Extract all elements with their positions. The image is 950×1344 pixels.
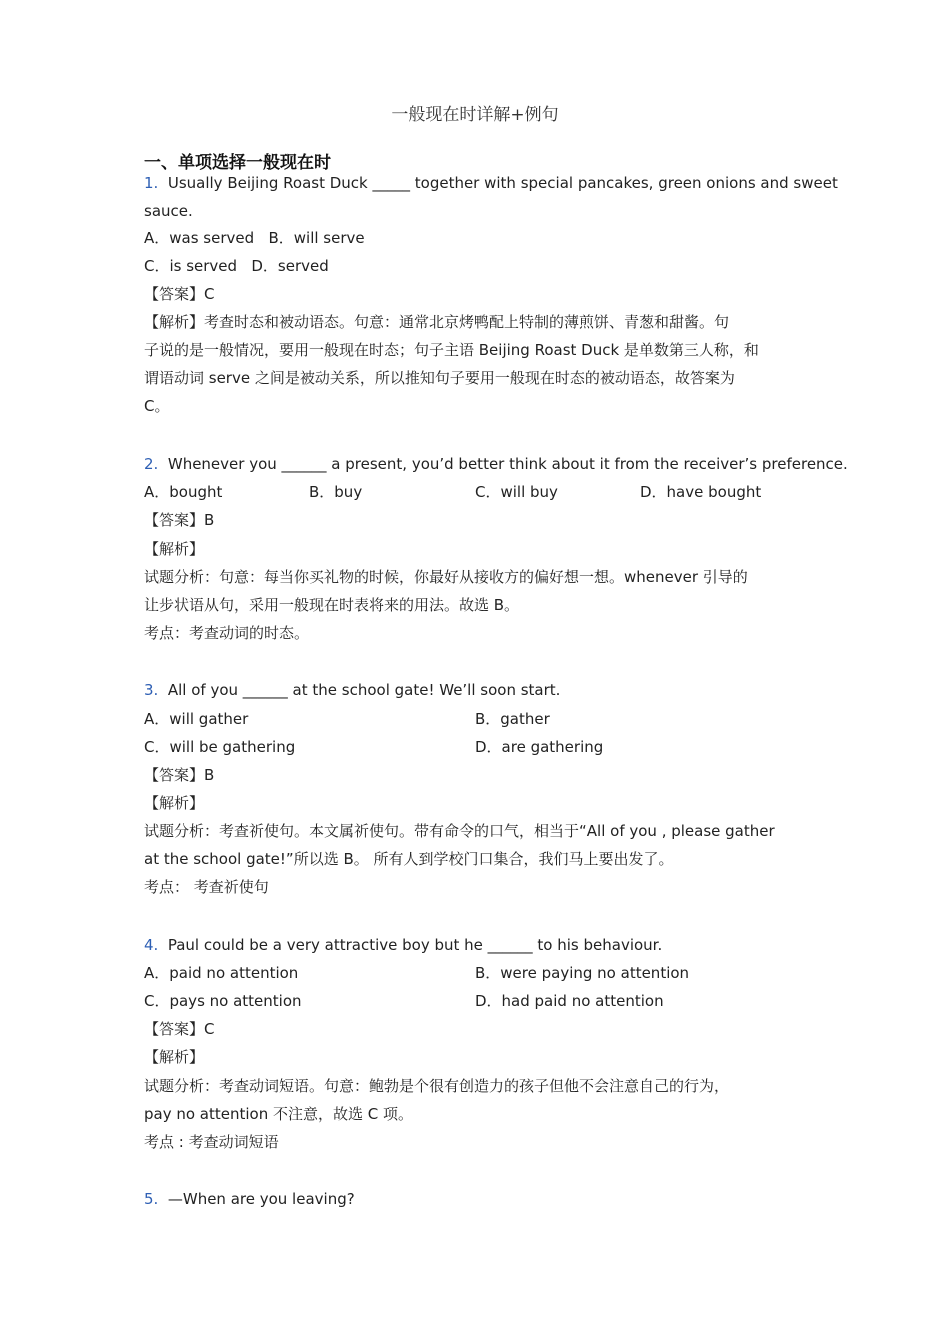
- question-3-stem: [144, 680, 560, 700]
- question-text: —When are you leaving?: [167, 1190, 355, 1208]
- option-b: B．buy: [309, 483, 363, 501]
- option-c: C．will buy: [475, 483, 558, 501]
- option-d: D．are gathering: [475, 738, 604, 756]
- option-c: C．is served: [144, 257, 238, 275]
- option-a: A．paid no attention: [144, 964, 299, 982]
- question-2-explanation-label: 【解析】: [144, 540, 205, 558]
- section-heading: 一、单项选择一般现在时: [144, 153, 331, 173]
- option-d: D．served: [251, 257, 329, 275]
- option-d: D．have bought: [640, 483, 762, 501]
- option-a: A．was served: [144, 229, 255, 247]
- question-4-explanation-2: pay no attention 不注意，故选 C 项。: [144, 1105, 414, 1123]
- option-d: D．had paid no attention: [475, 992, 664, 1010]
- question-2-explanation-2: 让步状语从句，采用一般现在时表将来的用法。故选 B。: [144, 596, 520, 614]
- question-1-stem-cont: sauce.: [144, 202, 193, 220]
- question-text: Usually Beijing Roast Duck _____ together with special pancakes, green onions and sweet: [167, 174, 838, 192]
- question-text: Whenever you ______ a present, you’d better think about it from the receiver’s preference.: [167, 455, 848, 473]
- page-title: 一般现在时详解+例句: [391, 105, 559, 125]
- question-1-options-row2: [144, 256, 329, 276]
- question-1-explanation-3: 谓语动词 serve 之间是被动关系，所以推知句子要用一般现在时态的被动语态，故答案为: [144, 369, 735, 387]
- question-1-explanation-1: 【解析】考查时态和被动语态。句意：通常北京烤鸭配上特制的薄煎饼、青葱和甜酱。句: [144, 313, 730, 331]
- option-b: B．will serve: [268, 229, 365, 247]
- question-3-explanation-1: 试题分析：考查祈使句。本文属祈使句。带有命令的口气，相当于“All of you , please gather: [144, 822, 775, 840]
- question-4-explanation-1: 试题分析：考查动词短语。句意：鲍勃是个很有创造力的孩子但他不会注意自己的行为，: [144, 1077, 730, 1095]
- question-4-stem: [144, 935, 662, 955]
- question-3-explanation-2: at the school gate!”所以选 B。 所有人到学校门口集合，我们马上要出发了。: [144, 850, 674, 868]
- question-2-stem: [144, 454, 848, 474]
- question-number: 3.: [144, 681, 159, 699]
- question-number: 1.: [144, 174, 159, 192]
- question-text: Paul could be a very attractive boy but he ______ to his behaviour.: [167, 936, 663, 954]
- option-a: A．bought: [144, 483, 223, 501]
- question-4-explanation-label: 【解析】: [144, 1048, 205, 1066]
- question-1-answer: 【答案】C: [144, 285, 215, 303]
- question-text: All of you ______ at the school gate! We’ll soon start.: [167, 681, 561, 699]
- question-3-point: 考点： 考查祈使句: [144, 878, 269, 896]
- option-b: B．gather: [475, 710, 550, 728]
- question-2-explanation-1: 试题分析：句意：每当你买礼物的时候，你最好从接收方的偏好想一想。whenever 引导的: [144, 568, 748, 586]
- question-2-point: 考点：考查动词的时态。: [144, 624, 310, 642]
- question-number: 2.: [144, 455, 159, 473]
- option-c: C．will be gathering: [144, 738, 296, 756]
- question-1-options-row1: [144, 228, 365, 248]
- option-a: A．will gather: [144, 710, 249, 728]
- question-1-explanation-2: 子说的是一般情况，要用一般现在时态；句子主语 Beijing Roast Duck 是单数第三人称，和: [144, 341, 759, 359]
- question-number: 5.: [144, 1190, 159, 1208]
- question-5-stem: [144, 1189, 355, 1209]
- question-number: 4.: [144, 936, 159, 954]
- question-1-stem: [144, 173, 838, 193]
- option-b: B．were paying no attention: [475, 964, 690, 982]
- question-3-answer: 【答案】B: [144, 766, 215, 784]
- question-4-point: 考点 : 考查动词短语: [144, 1133, 279, 1151]
- question-3-explanation-label: 【解析】: [144, 794, 205, 812]
- question-2-answer: 【答案】B: [144, 511, 215, 529]
- question-1-explanation-4: C。: [144, 397, 170, 415]
- option-c: C．pays no attention: [144, 992, 302, 1010]
- question-4-answer: 【答案】C: [144, 1020, 215, 1038]
